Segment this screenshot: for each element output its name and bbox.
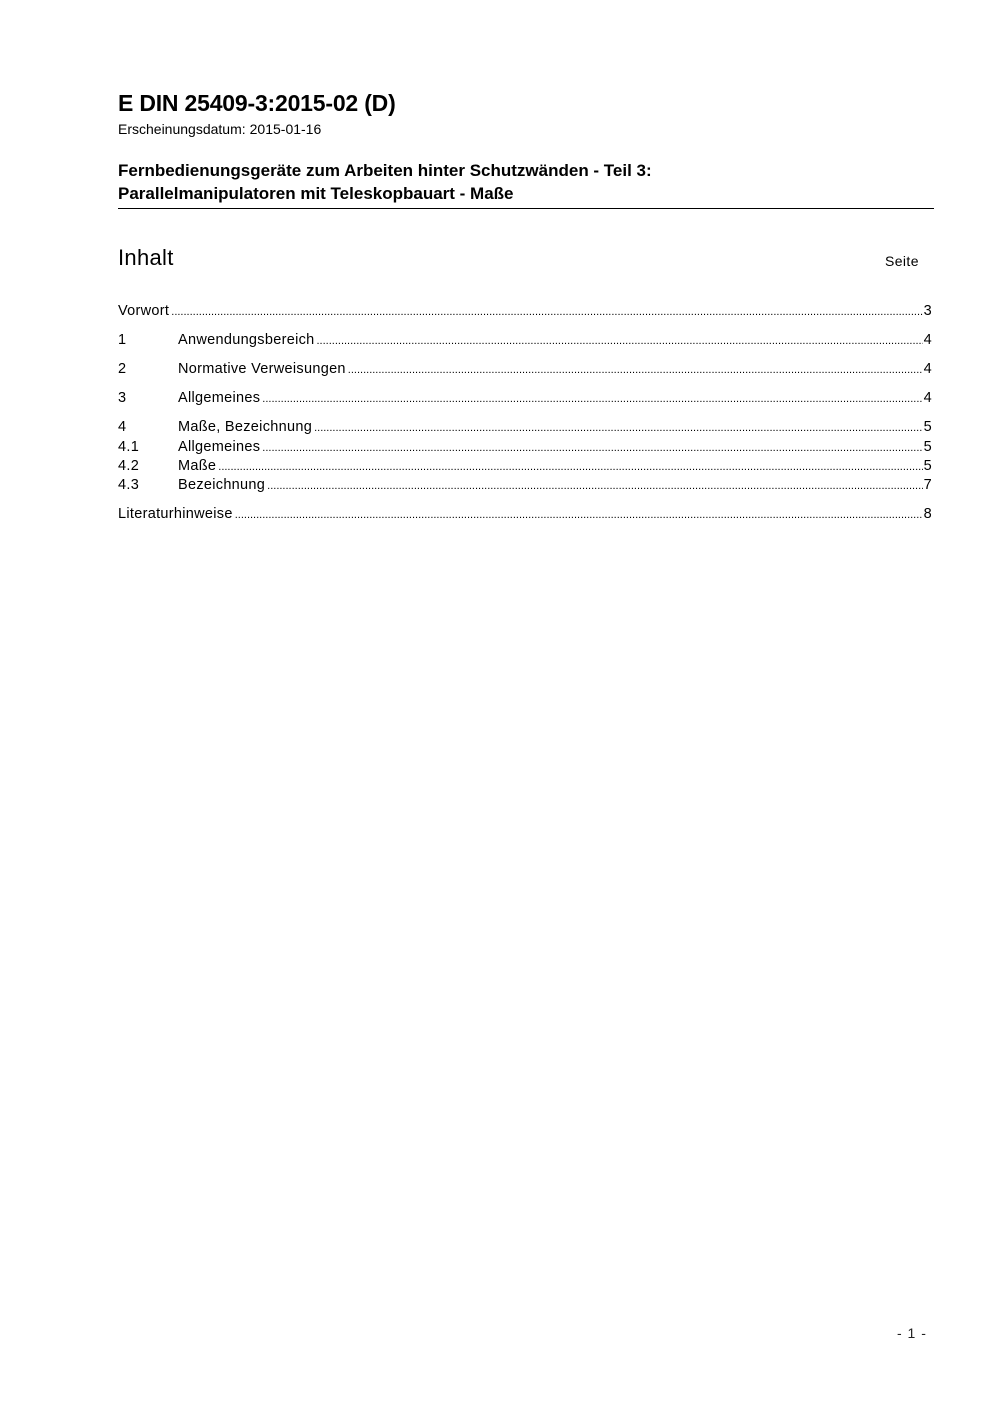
toc-entry-page: 5 (923, 419, 932, 435)
toc-dot-leader (171, 303, 922, 322)
toc-page-column-label: Seite (885, 253, 919, 269)
toc-entry-page: 5 (923, 458, 932, 474)
toc-entry-label: Literaturhinweise (118, 506, 233, 522)
toc-dot-leader (235, 506, 923, 525)
toc-entry-label: Bezeichnung (178, 477, 266, 493)
issue-date-label: Erscheinungsdatum: (118, 121, 246, 137)
document-title (118, 159, 934, 209)
toc-dot-leader (317, 332, 923, 351)
document-title-line-2: Parallelmanipulatoren mit Teleskopbauart - Maße (118, 184, 514, 203)
toc-dot-leader (262, 439, 922, 458)
issue-date-value: 2015-01-16 (249, 121, 322, 137)
toc-dot-leader (218, 458, 922, 477)
toc-entry-page: 4 (923, 361, 932, 377)
toc-entry-literaturhinweise[interactable] (118, 505, 932, 524)
toc-dot-leader (348, 361, 923, 380)
toc-entry-page: 4 (923, 332, 932, 348)
toc-entry-number: 4.3 (118, 477, 140, 493)
toc-entry-number: 1 (118, 332, 127, 348)
toc-entry-label: Maße (178, 458, 217, 474)
toc-entry-4-3[interactable] (118, 476, 932, 495)
toc-entry-4-2[interactable] (118, 457, 932, 476)
page-number: - 1 - (897, 1325, 927, 1341)
issue-date (118, 121, 321, 137)
toc-entry-page: 8 (923, 506, 932, 522)
toc-entry-4-1[interactable] (118, 438, 932, 457)
document-title-line-1: Fernbedienungsgeräte zum Arbeiten hinter Schutzwänden - Teil 3: (118, 161, 652, 180)
toc-entry-label: Vorwort (118, 303, 170, 319)
toc-entry-vorwort[interactable] (118, 302, 932, 321)
toc-entry-page: 7 (923, 477, 932, 493)
toc-entry-4[interactable] (118, 418, 932, 437)
toc-dot-leader (314, 419, 923, 438)
toc-entry-number: 4.2 (118, 458, 140, 474)
toc-entry-page: 3 (923, 303, 932, 319)
toc-entry-page: 4 (923, 390, 932, 406)
document-id: E DIN 25409-3:2015-02 (D) (118, 90, 396, 116)
toc-dot-leader (262, 390, 922, 409)
toc-dot-leader (267, 477, 922, 496)
toc-entry-label: Allgemeines (178, 390, 261, 406)
toc-entry-page: 5 (923, 439, 932, 455)
toc-entry-label: Normative Verweisungen (178, 361, 346, 377)
toc-entry-number: 2 (118, 361, 127, 377)
toc-entry-label: Anwendungsbereich (178, 332, 315, 348)
toc-entry-label: Maße, Bezeichnung (178, 419, 313, 435)
toc-entry-1[interactable] (118, 331, 932, 350)
toc-entry-number: 3 (118, 390, 127, 406)
toc-entry-number: 4 (118, 419, 127, 435)
toc-entry-3[interactable] (118, 389, 932, 408)
toc-entry-label: Allgemeines (178, 439, 261, 455)
toc-entry-2[interactable] (118, 360, 932, 379)
toc-heading: Inhalt (118, 245, 174, 270)
toc-entry-number: 4.1 (118, 439, 140, 455)
